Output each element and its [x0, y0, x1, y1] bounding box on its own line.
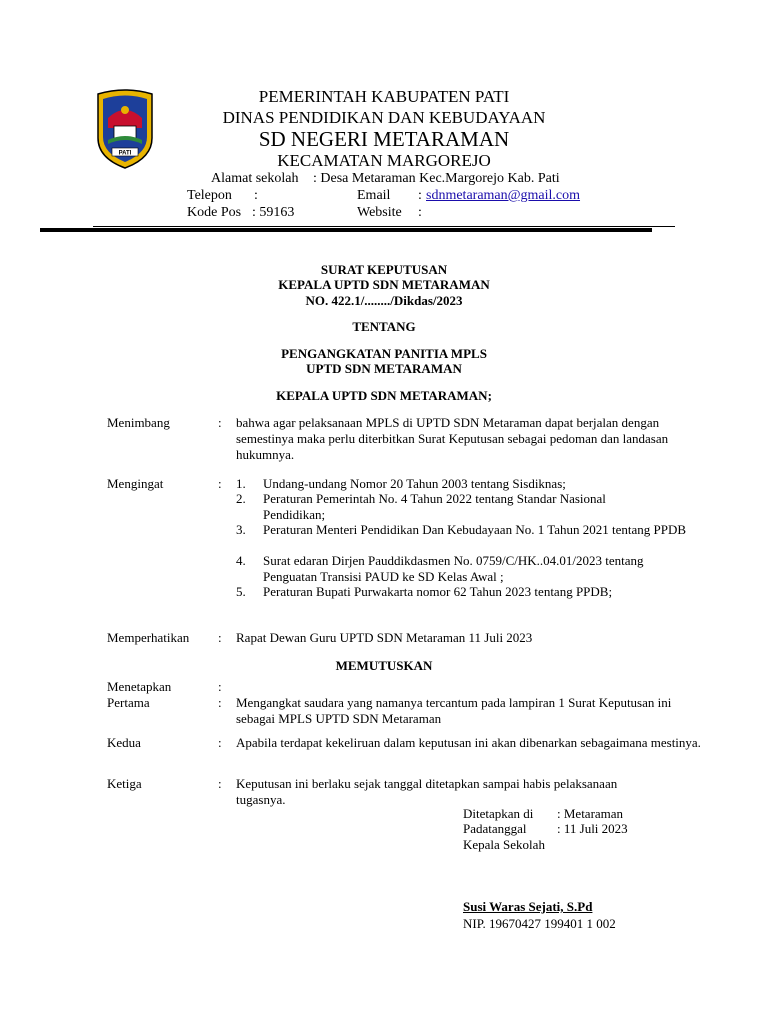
pertama-text: Mengangkat saudara yang namanya tercantum pada lampiran 1 Surat Keputusan ini sebagai MPLS UPTD SDN Metaraman [236, 695, 672, 726]
website-value: : [418, 205, 422, 220]
email-colon: : [418, 188, 422, 203]
pertama-label: Pertama [107, 695, 150, 710]
decree-subject-2: UPTD SDN METARAMAN [306, 361, 462, 376]
mengingat-item-text: Undang-undang Nomor 20 Tahun 2003 tentang Sisdiknas; [263, 476, 566, 491]
decree-issuer: KEPALA UPTD SDN METARAMAN [278, 277, 490, 292]
postal-value: : 59163 [252, 205, 295, 220]
pertama-colon: : [218, 695, 222, 710]
mengingat-item-number: 2. [236, 491, 246, 506]
website-label: Website [357, 205, 402, 220]
signature-place-value: : Metaraman [557, 806, 624, 821]
menimbang-text: bahwa agar pelaksanaan MPLS di UPTD SDN Metaraman dapat berjalan dengan semestinya maka perlu diterbitkan Surat Keputusan sebagai pedoman dan landasan hukumnya. [236, 415, 669, 462]
signature-position: Kepala Sekolah [463, 837, 545, 852]
menetapkan-label: Menetapkan [107, 679, 172, 694]
mengingat-item-text: Peraturan Menteri Pendidikan Dan Kebudayaan No. 1 Tahun 2021 tentang PPDB [263, 522, 687, 537]
mengingat-label: Mengingat [107, 476, 164, 491]
address-label: Alamat sekolah [211, 171, 299, 186]
signatory-nip: NIP. 19670427 199401 1 002 [463, 916, 616, 931]
mengingat-colon: : [218, 476, 222, 491]
ketiga-text: Keputusan ini berlaku sejak tanggal ditetapkan sampai habis pelaksanaan tugasnya. [236, 776, 618, 807]
letterhead-district: KECAMATAN MARGOREJO [277, 151, 491, 170]
decision-heading: MEMUTUSKAN [335, 658, 433, 673]
address-value: : Desa Metaraman Kec.Margorejo Kab. Pati [313, 171, 560, 186]
mengingat-item-text: Peraturan Pemerintah No. 4 Tahun 2022 tentang Standar Nasional Pendidikan; [263, 491, 606, 522]
kedua-label: Kedua [107, 735, 141, 750]
ketiga-colon: : [218, 776, 222, 791]
phone-label: Telepon [187, 188, 232, 203]
memperhatikan-text: Rapat Dewan Guru UPTD SDN Metaraman 11 Juli 2023 [236, 630, 533, 645]
mengingat-item-number: 5. [236, 584, 246, 599]
logo-text: PATI [118, 150, 132, 157]
email-link[interactable]: sdnmetaraman@gmail.com [426, 188, 581, 203]
letterhead-school-name: SD NEGERI METARAMAN [258, 127, 510, 151]
kedua-text: Apabila terdapat kekeliruan dalam keputusan ini akan dibenarkan sebagaimana mestinya. [236, 735, 701, 750]
menetapkan-colon: : [218, 679, 222, 694]
header-divider-thin [93, 226, 675, 227]
mengingat-item-number: 3. [236, 522, 246, 537]
decree-about: TENTANG [352, 319, 416, 334]
decree-subject-1: PENGANGKATAN PANITIA MPLS [281, 346, 487, 361]
phone-value: : [254, 188, 258, 203]
letterhead-government: PEMERINTAH KABUPATEN PATI [258, 87, 510, 106]
signature-date-label: Padatanggal [463, 821, 527, 836]
decree-authority: KEPALA UPTD SDN METARAMAN; [276, 388, 492, 403]
letterhead-agency: DINAS PENDIDIKAN DAN KEBUDAYAAN [222, 108, 546, 127]
decree-number: NO. 422.1/......../Dikdas/2023 [305, 293, 463, 308]
memperhatikan-colon: : [218, 630, 222, 645]
signature-date-value: : 11 Juli 2023 [557, 821, 628, 836]
mengingat-item-number: 1. [236, 476, 246, 491]
menimbang-label: Menimbang [107, 415, 170, 430]
menimbang-colon: : [218, 415, 222, 430]
ketiga-label: Ketiga [107, 776, 142, 791]
signatory-name: Susi Waras Sejati, S.Pd [463, 899, 593, 914]
signature-place-label: Ditetapkan di [463, 806, 534, 821]
mengingat-item-number: 4. [236, 553, 246, 568]
header-divider-thick [40, 228, 652, 232]
kedua-colon: : [218, 735, 222, 750]
decree-title: SURAT KEPUTUSAN [320, 262, 448, 277]
mengingat-item-text: Peraturan Bupati Purwakarta nomor 62 Tahun 2023 tentang PPDB; [263, 584, 613, 599]
memperhatikan-label: Memperhatikan [107, 630, 190, 645]
postal-label: Kode Pos [187, 205, 242, 220]
email-label: Email [357, 188, 391, 203]
mengingat-item-text: Surat edaran Dirjen Pauddikdasmen No. 0759/C/HK..04.01/2023 tentang Penguatan Transisi PAUD ke SD Kelas Awal ; [263, 553, 644, 584]
